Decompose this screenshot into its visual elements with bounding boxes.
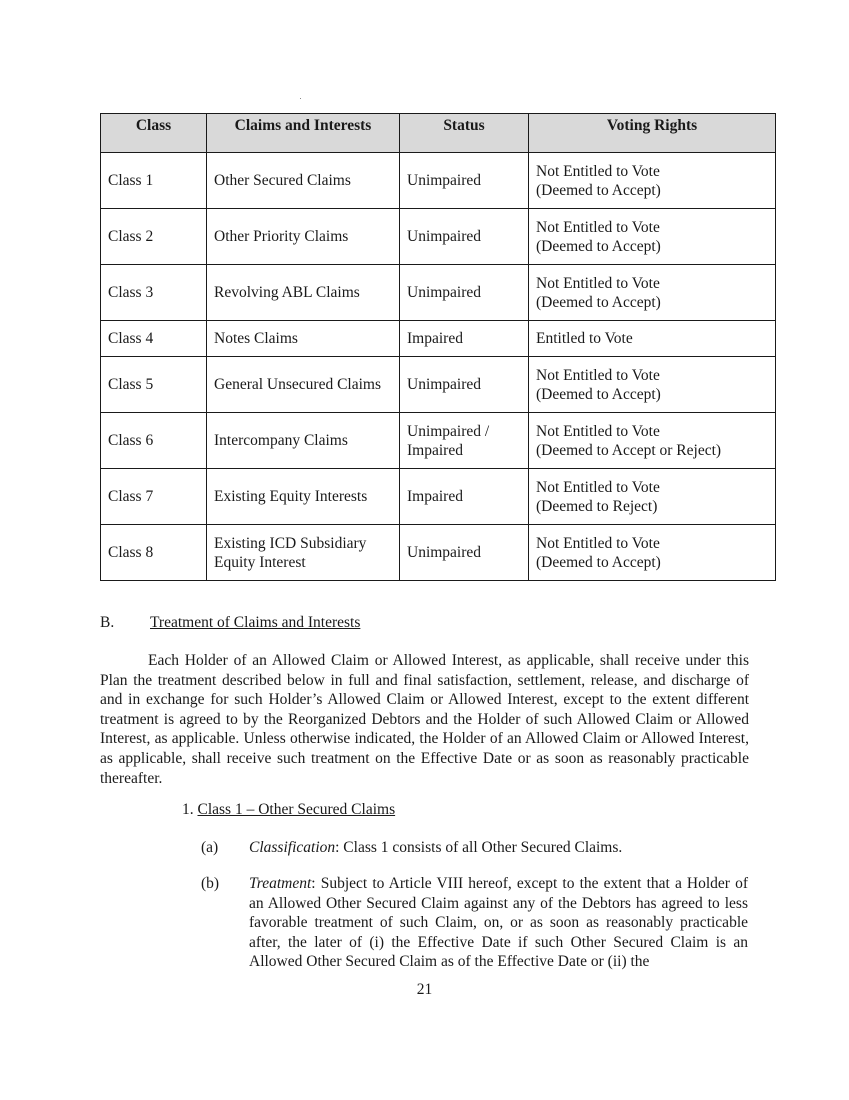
voting-note: (Deemed to Accept) [536,293,661,311]
header-class: Class [101,114,207,153]
voting-note: (Deemed to Reject) [536,497,658,515]
status-cell: Unimpaired [400,153,529,209]
table-row [101,525,776,581]
class-cell: Class 3 [101,265,207,321]
voting-note: (Deemed to Accept) [536,553,661,571]
item-a-title: Classification [249,839,336,856]
claim-cell: Existing Equity Interests [207,469,400,525]
voting-note: (Deemed to Accept) [536,385,661,403]
table-row [101,153,776,209]
voting-cell [529,321,776,357]
classes-table [100,113,776,581]
voting-line: Entitled to Vote [536,330,633,347]
header-status: Status [400,114,529,153]
status-cell: Unimpaired [400,525,529,581]
header-claims: Claims and Interests [207,114,400,153]
speck-mark [300,98,301,99]
class1-number: 1. [182,801,194,818]
item-a-text: : Class 1 consists of all Other Secured Claims. [335,839,623,856]
table-row [101,209,776,265]
voting-line: Not Entitled to Vote [536,534,660,552]
claim-cell: Other Priority Claims [207,209,400,265]
status-cell: Impaired [400,321,529,357]
class-cell: Class 2 [101,209,207,265]
section-b-heading [100,614,360,632]
voting-note: (Deemed to Accept) [536,237,661,255]
table-header-row [101,114,776,153]
section-b-paragraph: Each Holder of an Allowed Claim or Allowed Interest, as applicable, shall receive under this Plan the treatment described below in full and final satisfaction, settlement, release, and discharge of and in exchange for such Holder’s Allowed Claim or Allowed Interest, except to the extent different treatment is agreed to by the Reorganized Debtors and the Holder of such Allowed Claim or Allowed Interest, as applicable. Unless otherwise indicated, the Holder of an Allowed Claim or Allowed Interest, as applicable, shall receive such treatment on the Effective Date or as soon as reasonably practicable thereafter. [100,652,749,787]
voting-cell [529,357,776,413]
claim-cell: Revolving ABL Claims [207,265,400,321]
class1-title: Class 1 – Other Secured Claims [197,801,396,818]
class-cell: Class 6 [101,413,207,469]
claim-cell: Existing ICD Subsidiary Equity Interest [207,525,400,581]
voting-note: (Deemed to Accept or Reject) [536,441,722,459]
voting-line: Not Entitled to Vote [536,218,660,236]
class-cell: Class 7 [101,469,207,525]
section-b-number: B. [100,614,115,631]
claim-cell: Other Secured Claims [207,153,400,209]
table-row [101,265,776,321]
class-cell: Class 1 [101,153,207,209]
table-row [101,413,776,469]
class-cell: Class 5 [101,357,207,413]
voting-note: (Deemed to Accept) [536,181,661,199]
status-cell: Unimpaired [400,209,529,265]
header-voting: Voting Rights [529,114,776,153]
status-cell: Unimpaired [400,265,529,321]
class1-heading [182,801,395,819]
voting-line: Not Entitled to Vote [536,478,660,496]
claim-cell: Notes Claims [207,321,400,357]
item-b-text: : Subject to Article VIII hereof, except to the extent that a Holder of an Allowed Other Secured Claim against any of the Debtors has agreed to less favorable treatment of such Claim, on, or as soon as reasonably practicable after, the later of (i) the Effective Date if such Other Secured Claim is an Allowed Other Secured Claim as of the Effective Date or (ii) the [249,875,748,971]
item-b-title: Treatment [249,875,312,892]
claim-cell: Intercompany Claims [207,413,400,469]
item-b-label: (b) [201,875,220,892]
voting-line: Not Entitled to Vote [536,422,660,440]
item-b-text-block [249,874,748,972]
table-row [101,469,776,525]
voting-cell [529,525,776,581]
voting-line: Not Entitled to Vote [536,366,660,384]
voting-line: Not Entitled to Vote [536,162,660,180]
table-row [101,357,776,413]
status-cell: Unimpaired / Impaired [400,413,529,469]
page-number: 21 [416,981,433,998]
section-b-title: Treatment of Claims and Interests [150,614,361,631]
voting-cell [529,413,776,469]
claim-cell: General Unsecured Claims [207,357,400,413]
class-cell: Class 4 [101,321,207,357]
voting-cell [529,153,776,209]
voting-cell [529,209,776,265]
voting-cell [529,469,776,525]
table-row [101,321,776,357]
item-a-label: (a) [201,839,219,856]
voting-cell [529,265,776,321]
item-a-text-block [249,838,748,858]
class-cell: Class 8 [101,525,207,581]
status-cell: Unimpaired [400,357,529,413]
status-cell: Impaired [400,469,529,525]
voting-line: Not Entitled to Vote [536,274,660,292]
